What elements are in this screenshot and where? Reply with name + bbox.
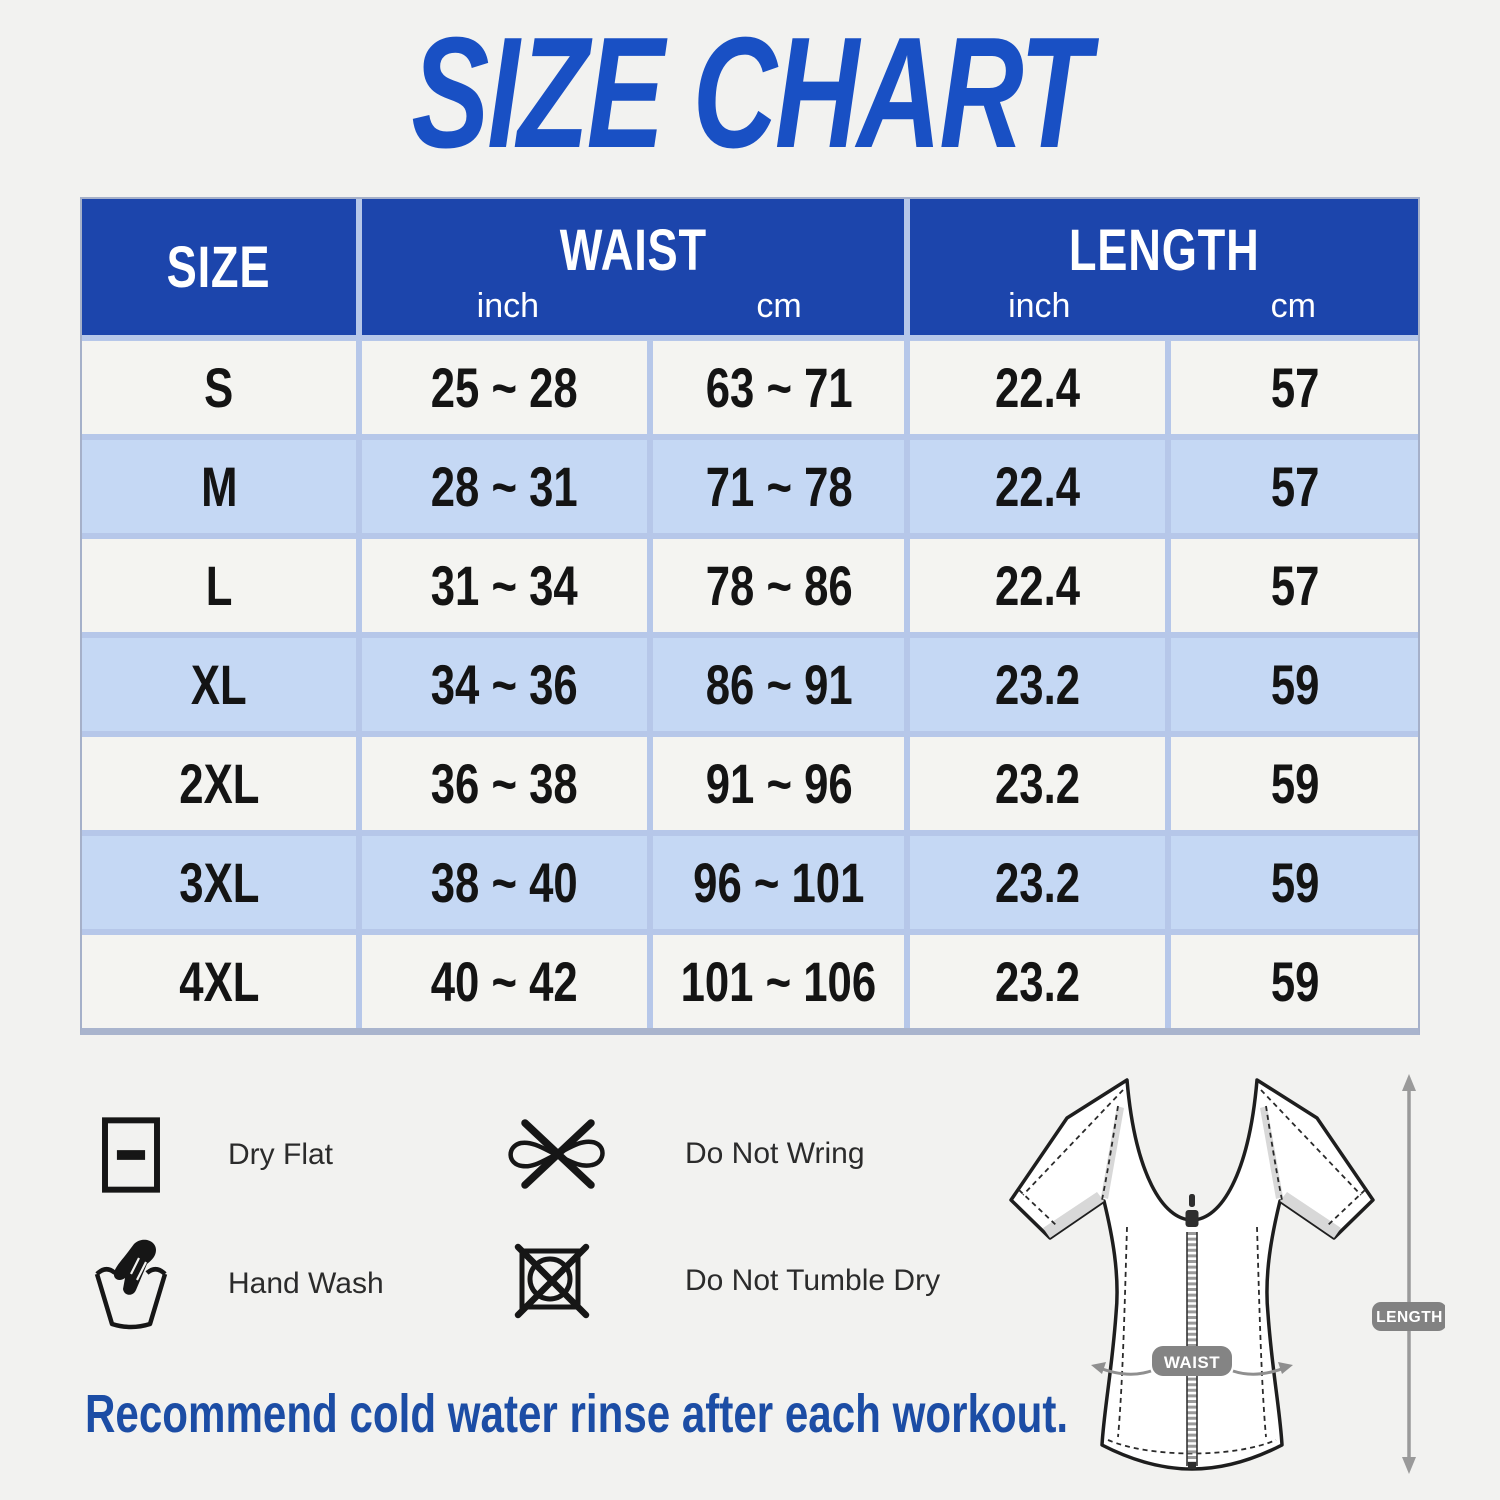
col-header-waist: [362, 199, 904, 335]
row-size-label: 4XL: [82, 935, 356, 1028]
table-cell: 31 ~ 34: [362, 539, 648, 632]
table-cell: 23.2: [910, 737, 1165, 830]
table-cell: 22.4: [910, 440, 1165, 533]
length-header-label: LENGTH: [1068, 217, 1260, 283]
row-size-label: L: [82, 539, 356, 632]
do-not-tumble-dry-icon: [512, 1240, 592, 1322]
table-cell: 96 ~ 101: [653, 836, 904, 929]
col-header-length: [910, 199, 1418, 335]
table-cell: 38 ~ 40: [362, 836, 648, 929]
col-header-size: [82, 199, 356, 335]
dry-flat-icon: [100, 1116, 162, 1194]
waist-badge-label: WAIST: [1163, 1353, 1221, 1372]
length-unit-inch: inch: [1008, 286, 1071, 325]
care-label: Do Not Wring: [685, 1137, 865, 1170]
size-table: [80, 197, 1420, 1035]
row-size-label: 3XL: [82, 836, 356, 929]
table-cell: 91 ~ 96: [653, 737, 904, 830]
table-cell: 57: [1171, 341, 1418, 434]
table-cell: 78 ~ 86: [653, 539, 904, 632]
table-cell: 34 ~ 36: [362, 638, 648, 731]
care-item-do-not-wring: [505, 1114, 865, 1194]
length-units-row: [910, 287, 1418, 326]
waist-unit-cm: cm: [756, 286, 802, 325]
table-cell: 59: [1171, 935, 1418, 1028]
page-title: SIZE CHART: [411, 5, 1089, 181]
table-cell: 22.4: [910, 539, 1165, 632]
length-arrow: [1372, 1074, 1445, 1474]
care-item-hand-wash: [92, 1238, 384, 1330]
row-size-label: XL: [82, 638, 356, 731]
table-cell: 57: [1171, 440, 1418, 533]
hand-wash-icon: [92, 1238, 170, 1330]
table-cell: 71 ~ 78: [653, 440, 904, 533]
waist-header-label: WAIST: [559, 217, 707, 283]
care-item-dry-flat: [100, 1116, 333, 1194]
table-cell: 86 ~ 91: [653, 638, 904, 731]
care-label: Do Not Tumble Dry: [685, 1264, 941, 1297]
row-size-label: 2XL: [82, 737, 356, 830]
care-label: Hand Wash: [228, 1267, 384, 1300]
care-item-do-not-tumble-dry: [512, 1240, 940, 1322]
waist-unit-inch: inch: [476, 286, 540, 325]
row-size-label: M: [82, 440, 356, 533]
care-label: Dry Flat: [228, 1138, 333, 1171]
table-cell: 23.2: [910, 935, 1165, 1028]
table-cell: 59: [1171, 836, 1418, 929]
table-cell: 101 ~ 106: [653, 935, 904, 1028]
table-cell: 63 ~ 71: [653, 341, 904, 434]
waist-units-row: [362, 287, 904, 326]
table-cell: 23.2: [910, 638, 1165, 731]
footer-note: Recommend cold water rinse after each workout.: [85, 1384, 1069, 1444]
length-badge-label: LENGTH: [1376, 1309, 1443, 1326]
table-cell: 25 ~ 28: [362, 341, 648, 434]
length-unit-cm: cm: [1270, 286, 1316, 325]
table-cell: 59: [1171, 737, 1418, 830]
table-cell: 22.4: [910, 341, 1165, 434]
table-cell: 36 ~ 38: [362, 737, 648, 830]
do-not-wring-icon: [505, 1114, 609, 1194]
size-header-label: SIZE: [167, 234, 271, 300]
table-cell: 28 ~ 31: [362, 440, 648, 533]
table-cell: 23.2: [910, 836, 1165, 929]
row-size-label: S: [82, 341, 356, 434]
table-cell: 40 ~ 42: [362, 935, 648, 1028]
table-cell: 59: [1171, 638, 1418, 731]
table-cell: 57: [1171, 539, 1418, 632]
